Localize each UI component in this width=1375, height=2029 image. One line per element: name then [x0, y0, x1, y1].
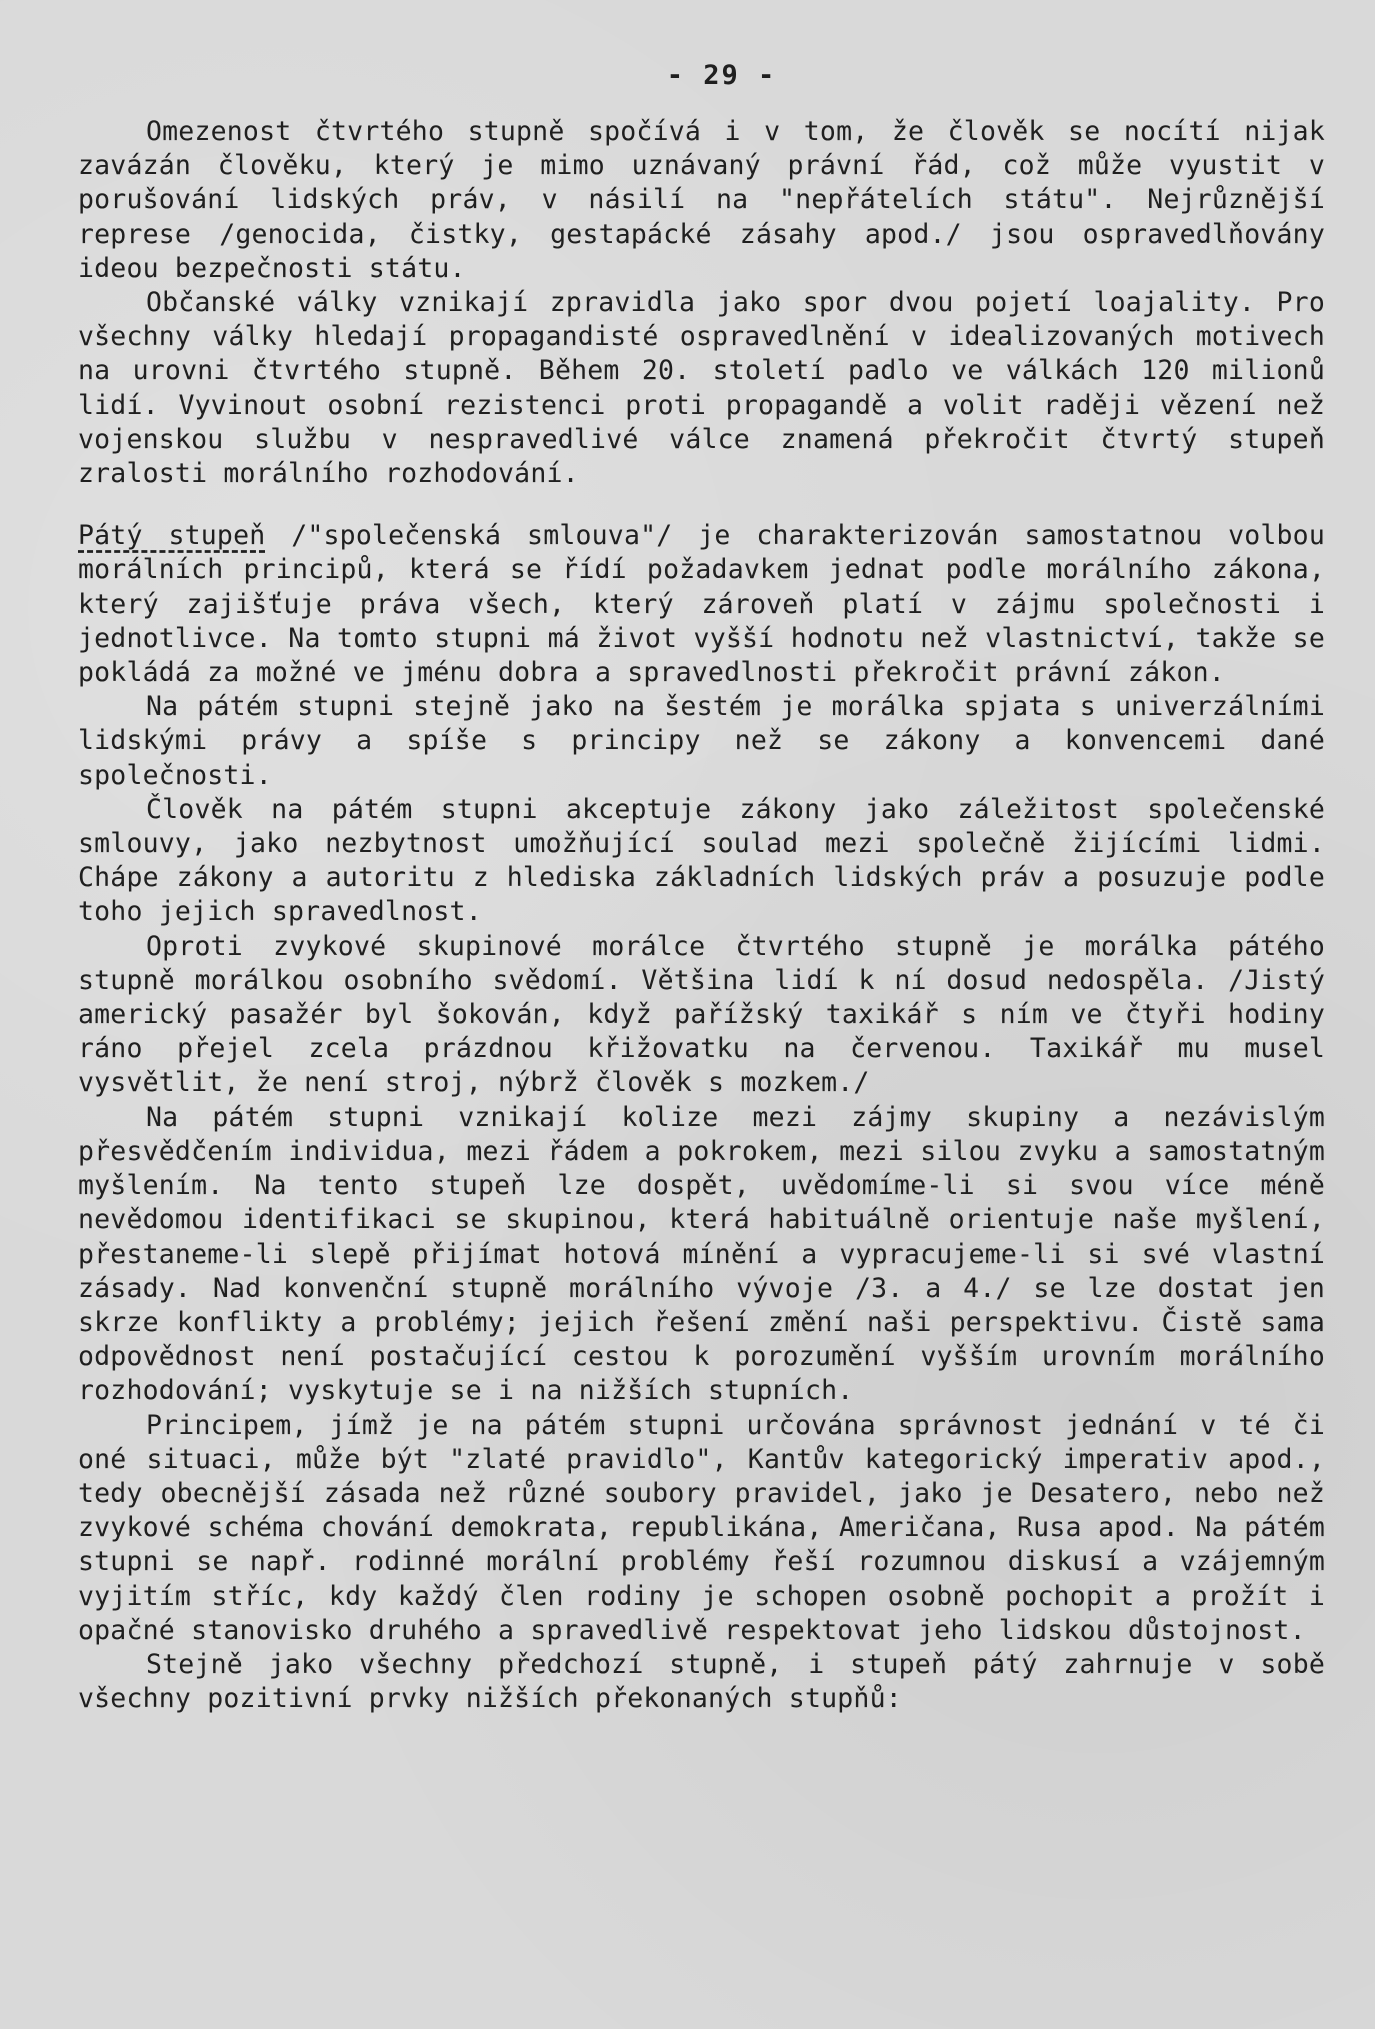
- section-heading-fifth-stage: Pátý stupeň: [78, 520, 266, 552]
- paragraph-2: Občanské války vznikají zpravidla jako spor dvou pojetí loajality. Pro všechny války hledají propagandisté ospravedlnění v idealizovaných motivech na urovni čtvrtého stupně. Během 20. století padlo ve válkách 120 milionů lidí. Vyvinout osobní rezistenci proti propagandě a volit raději vězení než vojenskou službu v nespravedlivé válce znamená překročit čtvrtý stupeň zralosti morálního rozhodování.: [78, 287, 1325, 490]
- paragraph-6: Oproti zvykové skupinové morálce čtvrtého stupně je morálka pátého stupně morálkou osobního svědomí. Většina lidí k ní dosud nedospěla. /Jistý americký pasažér byl šokován, když pařížský taxikář s ním ve čtyři hodiny ráno přejel zcela prázdnou křižovatku na červenou. Taxikář mu musel vysvětlit, že není stroj, nýbrž člověk s mozkem./: [78, 930, 1325, 1099]
- paragraph-1: Omezenost čtvrtého stupně spočívá i v tom, že člověk se nocítí nijak zavázán člověku, který je mimo uznávaný právní řád, což může vyustit v porušování lidských práv, v násilí na "nepřátelích státu". Nejrůznější represe /genocida, čistky, gestapácké zásahy apod./ jsou ospravedlňovány ideou bezpečnosti státu.: [78, 116, 1325, 284]
- paragraph-8: Principem, jímž je na pátém stupni určována správnost jednání v té či oné situaci, může být "zlaté pravidlo", Kantův kategorický imperativ apod., tedy obecnější zásada než různé soubory pravidel, jako je Desatero, nebo než zvykové schéma chování demokrata, republikána, Američana, Rusa apod. Na pátém stupni se např. rodinné morální problémy řeší rozumnou diskusí a vzájemným vyjitím stříc, kdy každý člen rodiny je schopen osobně pochopit a prožít i opačné stanovisko druhého a spravedlivě respektovat jeho lidskou důstojnost.: [78, 1409, 1325, 1646]
- paragraph-4: Na pátém stupni stejně jako na šestém je morálka spjata s univerzálními lidskými právy a spíše s principy než se zákony a konvencemi dané společnosti.: [78, 691, 1325, 791]
- paragraph-3: [78, 519, 1325, 690]
- paragraph-7: Na pátém stupni vznikají kolize mezi zájmy skupiny a nezávislým přesvědčením individua, mezi řádem a pokrokem, mezi silou zvyku a samostatným myšlením. Na tento stupeň lze dospět, uvědomíme-li si svou více méně nevědomou identifikaci se skupinou, která habituálně orientuje naše myšlení, přestaneme-li slepě přijímat hotová mínění a vypracujeme-li si své vlastní zásady. Nad konvenční stupně morálního vývoje /3. a 4./ se lze dostat jen skrze konflikty a problémy; jejich řešení změní naši perspektivu. Čistě sama odpovědnost není postačující cestou k porozumění vyšším urovním morálního rozhodování; vyskytuje se i na nižších stupních.: [78, 1101, 1325, 1407]
- paragraph-3-text: /"společenská smlouva"/ je charakterizován samostatnou volbou morálních principů, která se řídí požadavkem jednat podle morálního zákona, který zajišťuje práva všech, který zároveň platí v zájmu společnosti i jednotlivce. Na tomto stupni má život vyšší hodnotu než vlastnictví, takže se pokládá za možné ve jménu dobra a spravedlnosti překročit právní zákon.: [78, 520, 1325, 689]
- paragraph-9: Stejně jako všechny předchozí stupně, i stupeň pátý zahrnuje v sobě všechny pozitivní prvky nižších překonaných stupňů:: [78, 1648, 1325, 1715]
- page-number: - 29 -: [666, 60, 777, 91]
- paragraph-5: Člověk na pátém stupni akceptuje zákony jako záležitost společenské smlouvy, jako nezbytnost umožňující soulad mezi společně žijícími lidmi. Chápe zákony a autoritu z hlediska základních lidských práv a posuzuje podle toho jejich spravedlnost.: [78, 793, 1325, 928]
